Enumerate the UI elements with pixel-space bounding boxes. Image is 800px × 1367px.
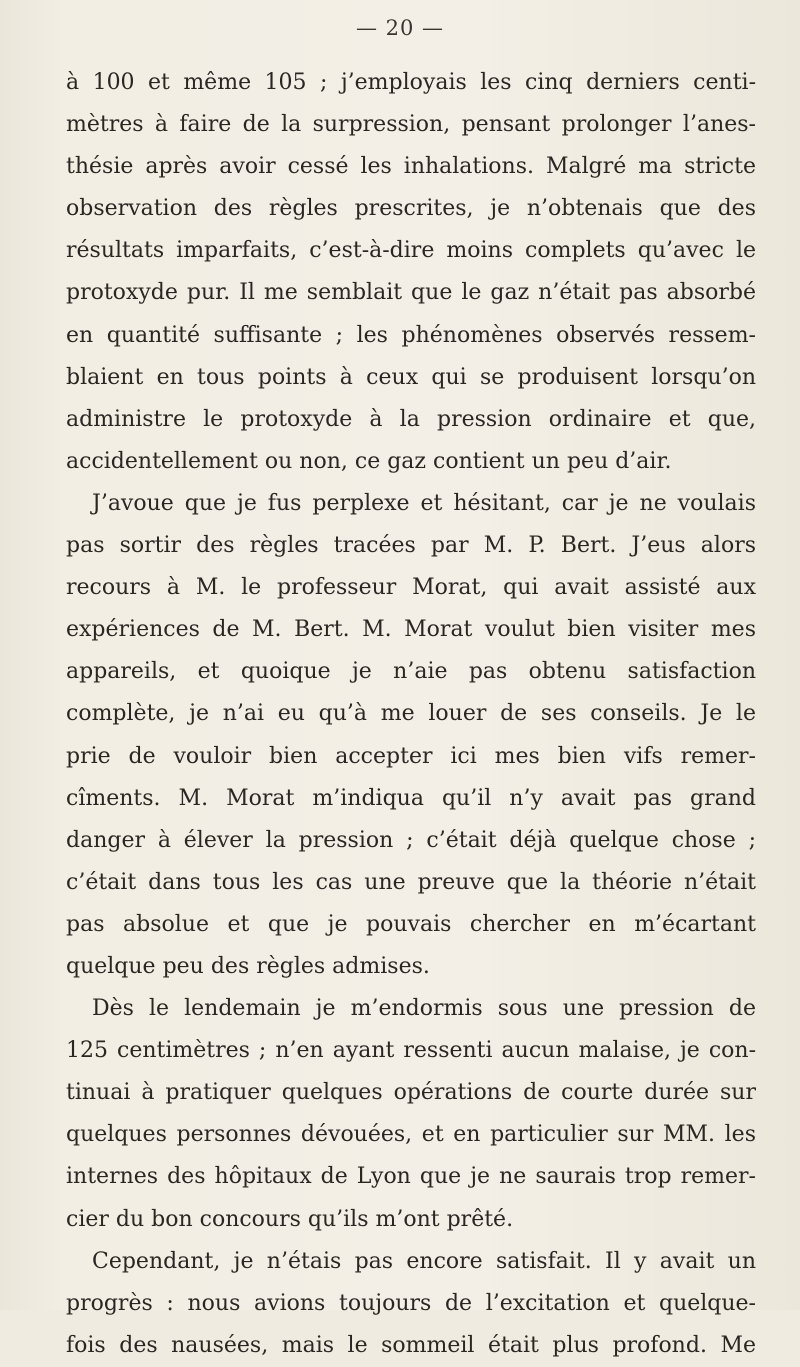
text-line: J’avoue que je fus perplexe et hésitant, car je ne voulais — [92, 490, 756, 516]
text-line: thésie après avoir cessé les inhalations. Malgré ma stricte — [66, 154, 756, 180]
text-line: complète, je n’ai eu qu’à me louer de ses conseils. Je le — [66, 701, 756, 727]
text-line: recours à M. le professeur Morat, qui avait assisté aux — [66, 575, 756, 601]
text-line: en quantité suffisante ; les phénomènes observés ressem- — [66, 322, 756, 348]
text-line: pas absolue et que je pouvais chercher en m’écartant — [66, 911, 756, 937]
text-line: quelque peu des règles admises. — [66, 953, 430, 979]
text-line: danger à élever la pression ; c’était déjà quelque chose ; — [66, 827, 756, 853]
text-line: tinuai à pratiquer quelques opérations de courte durée sur — [66, 1080, 756, 1106]
text-line: pas sortir des règles tracées par M. P. Bert. J’eus alors — [66, 533, 756, 559]
body-text — [66, 62, 756, 1367]
text-line: observation des règles prescrites, je n’obtenais que des — [66, 196, 756, 222]
text-line: cier du bon concours qu’ils m’ont prêté. — [66, 1206, 514, 1232]
text-line: Cependant, je n’étais pas encore satisfait. Il y avait un — [92, 1248, 756, 1274]
text-line: blaient en tous points à ceux qui se produisent lorsqu’on — [66, 364, 756, 390]
text-line: accidentellement ou non, ce gaz contient un peu d’air. — [66, 448, 672, 474]
text-line: fois des nausées, mais le sommeil était plus profond. Me — [66, 1332, 756, 1358]
text-line: quelques personnes dévouées, et en particulier sur MM. les — [66, 1122, 756, 1148]
text-line: appareils, et quoique je n’aie pas obtenu satisfaction — [66, 659, 756, 685]
text-line: 125 centimètres ; n’en ayant ressenti aucun malaise, je con- — [66, 1038, 756, 1064]
text-line: expériences de M. Bert. M. Morat voulut bien visiter mes — [66, 617, 756, 643]
text-line: à 100 et même 105 ; j’employais les cinq derniers centi- — [66, 70, 756, 95]
text-line: mètres à faire de la surpression, pensant prolonger l’anes- — [66, 112, 756, 138]
text-line: résultats imparfaits, c’est-à-dire moins complets qu’avec le — [66, 238, 756, 264]
text-line: prie de vouloir bien accepter ici mes bien vifs remer- — [66, 743, 756, 769]
text-line: c’était dans tous les cas une preuve que la théorie n’était — [66, 869, 756, 895]
text-line: cîments. M. Morat m’indiqua qu’il n’y avait pas grand — [66, 785, 756, 811]
page-number: — 20 — — [355, 16, 445, 40]
text-line: progrès : nous avions toujours de l’excitation et quelque- — [66, 1290, 756, 1316]
text-line: Dès le lendemain je m’endormis sous une pression de — [92, 996, 756, 1022]
text-line: protoxyde pur. Il me semblait que le gaz n’était pas absorbé — [66, 280, 756, 306]
text-line: internes des hôpitaux de Lyon que je ne saurais trop remer- — [66, 1164, 756, 1190]
text-line: administre le protoxyde à la pression ordinaire et que, — [66, 406, 756, 432]
